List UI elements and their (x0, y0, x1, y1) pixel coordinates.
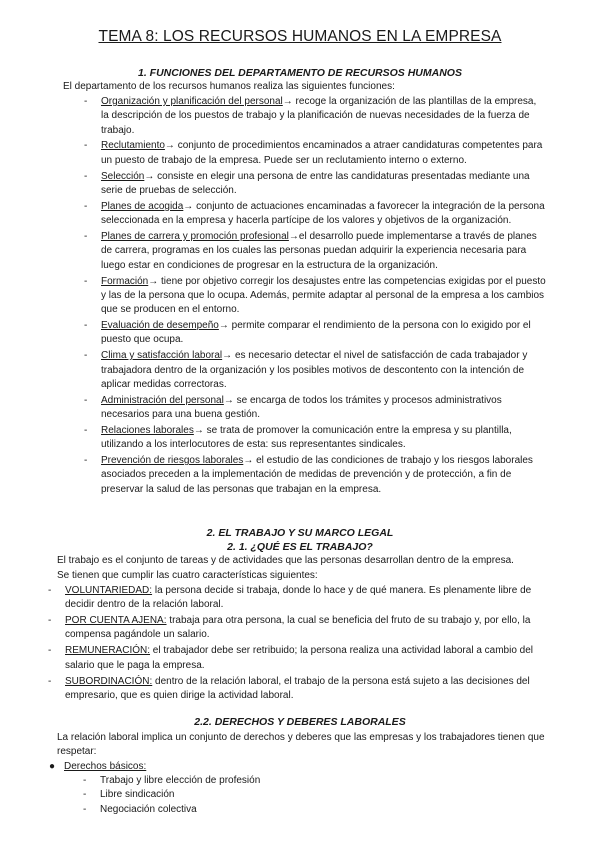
characteristics-list (65, 584, 560, 705)
function-description: → recoge la organización de las plantillas de la empresa, la descripción de los puestos de trabajo y la planificación de nuevas necesidades de la fuerza de trabajo. (101, 96, 537, 136)
function-description: → permite comparar el rendimiento de la persona con lo exigido por el puesto que ocupa. (101, 320, 531, 346)
characteristic-item (65, 644, 560, 673)
characteristic-term: POR CUENTA AJENA: (65, 615, 167, 627)
function-item (101, 95, 546, 138)
function-term: Administración del personal (101, 394, 224, 406)
function-term: Evaluación de desempeño (101, 320, 219, 332)
characteristic-item (65, 584, 560, 613)
characteristic-term: VOLUNTARIEDAD: (65, 585, 153, 596)
rights-bullet (49, 760, 464, 774)
function-description: → se encarga de todos los trámites y procesos administrativos necesarios para una buena gestión. (101, 394, 502, 420)
function-term: Planes de acogida (101, 200, 184, 212)
function-item (101, 424, 546, 453)
function-item (101, 275, 546, 318)
function-term: Relaciones laborales (101, 424, 194, 436)
function-term: Formación (101, 275, 149, 287)
function-term: Reclutamiento (101, 140, 165, 152)
functions-list (101, 95, 546, 499)
function-item (101, 200, 546, 229)
section-2-2-heading: 2.2. DERECHOS Y DEBERES LABORALES (194, 716, 406, 728)
function-term: Organización y planificación del personal (101, 96, 283, 107)
bullet-dot-icon: ● (49, 761, 56, 772)
section-2-2-intro: La relación laboral implica un conjunto de derechos y deberes que las empresas y los trabajadores tienen que respetar: (57, 732, 545, 757)
basic-rights-list (100, 774, 500, 817)
characteristic-description: el trabajador debe ser retribuido; la persona realiza una actividad laboral a cambio del salario que le paga la empresa. (65, 645, 534, 671)
basic-right-item: - Negociación colectiva (100, 803, 500, 817)
function-term: Prevención de riesgos laborales (101, 455, 244, 467)
section-1-heading: 1. FUNCIONES DEL DEPARTAMENTO DE RECURSOS HUMANOS (138, 67, 462, 79)
function-item (101, 139, 546, 168)
characteristic-term: SUBORDINACIÓN: (65, 675, 153, 687)
characteristic-item (65, 675, 560, 704)
function-description: → tiene por objetivo corregir los desajustes entre las competencias exigidas por el puesto y las de la persona que lo ocupa. Además, permite adaptar al personal de la empresa a los cambios que se producen en el entorno. (101, 275, 546, 316)
function-description: → el estudio de las condiciones de trabajo y los riesgos laborales asociados preceden a la implementación de medidas de prevención y de protección, a fin de preservar la salud de las personas que trabajan en la empresa. (101, 455, 533, 495)
characteristic-description: la persona decide si trabaja, donde lo hace y de qué manera. Es plenamente libre de decidir dentro de la relación laboral. (65, 585, 532, 611)
function-description: →el desarrollo puede implementarse a través de planes de carrera, programas en los cuales las personas puedan adquirir la experiencia necesaria para luego estar en condiciones de progresar en la estructura de la organización. (101, 231, 537, 271)
function-item (101, 230, 546, 273)
function-term: Clima y satisfacción laboral (101, 350, 223, 362)
function-description: → es necesario detectar el nivel de satisfacción de cada trabajador y trabajadora dentro de la organización y los posibles motivos de descontento con la intención de aplicar medidas correctoras. (101, 350, 528, 390)
section-2-intro-1: El trabajo es el conjunto de tareas y de actividades que las personas desarrollan dentro de la empresa. (57, 555, 514, 566)
basic-right-item: - Libre sindicación (100, 788, 500, 802)
function-item (101, 349, 546, 392)
basic-right-item: - Trabajo y libre elección de profesión (100, 774, 500, 788)
function-description: → conjunto de actuaciones encaminadas a favorecer la integración de la persona seleccionada en la empresa y hacerla partícipe de los valores y objetivos de la organización. (101, 200, 545, 227)
section-2-heading: 2. EL TRABAJO Y SU MARCO LEGAL (206, 527, 394, 539)
function-item (101, 319, 546, 348)
section-2-intro-2: Se tienen que cumplir las cuatro características siguientes: (57, 570, 318, 581)
characteristic-description: dentro de la relación laboral, el trabajo de la persona está sujeto a las decisiones del empresario, que es quien dirige la actividad laboral. (65, 675, 530, 701)
rights-label: Derechos básicos: (64, 761, 147, 772)
function-description: → consiste en elegir una persona de entre las candidaturas presentadas mediante una serie de pruebas de selección. (101, 170, 530, 196)
section-2-1-heading: 2. 1. ¿QUÉ ES EL TRABAJO? (227, 541, 373, 553)
characteristic-item (65, 614, 560, 643)
characteristic-term: REMUNERACIÓN: (65, 645, 151, 657)
section-1-intro: El departamento de los recursos humanos realiza las siguientes funciones: (63, 81, 395, 92)
function-item (101, 170, 546, 199)
function-item (101, 454, 546, 497)
function-item (101, 394, 546, 423)
characteristic-description: trabaja para otra persona, la cual se beneficia del fruto de su trabajo y, por ello, la compensa pagándole un salario. (65, 615, 531, 641)
function-description: → conjunto de procedimientos encaminados a atraer candidaturas competentes para un puesto de trabajo de la empresa. Puede ser un reclutamiento interno o externo. (101, 140, 543, 166)
document-title: TEMA 8: LOS RECURSOS HUMANOS EN LA EMPRESA (98, 28, 502, 45)
function-description: → se trata de promover la comunicación entre la empresa y su plantilla, utilizando a los interlocutores de esta: sus representantes sindicales. (101, 424, 512, 451)
function-term: Planes de carrera y promoción profesional (101, 231, 289, 243)
function-term: Selección (101, 170, 145, 182)
